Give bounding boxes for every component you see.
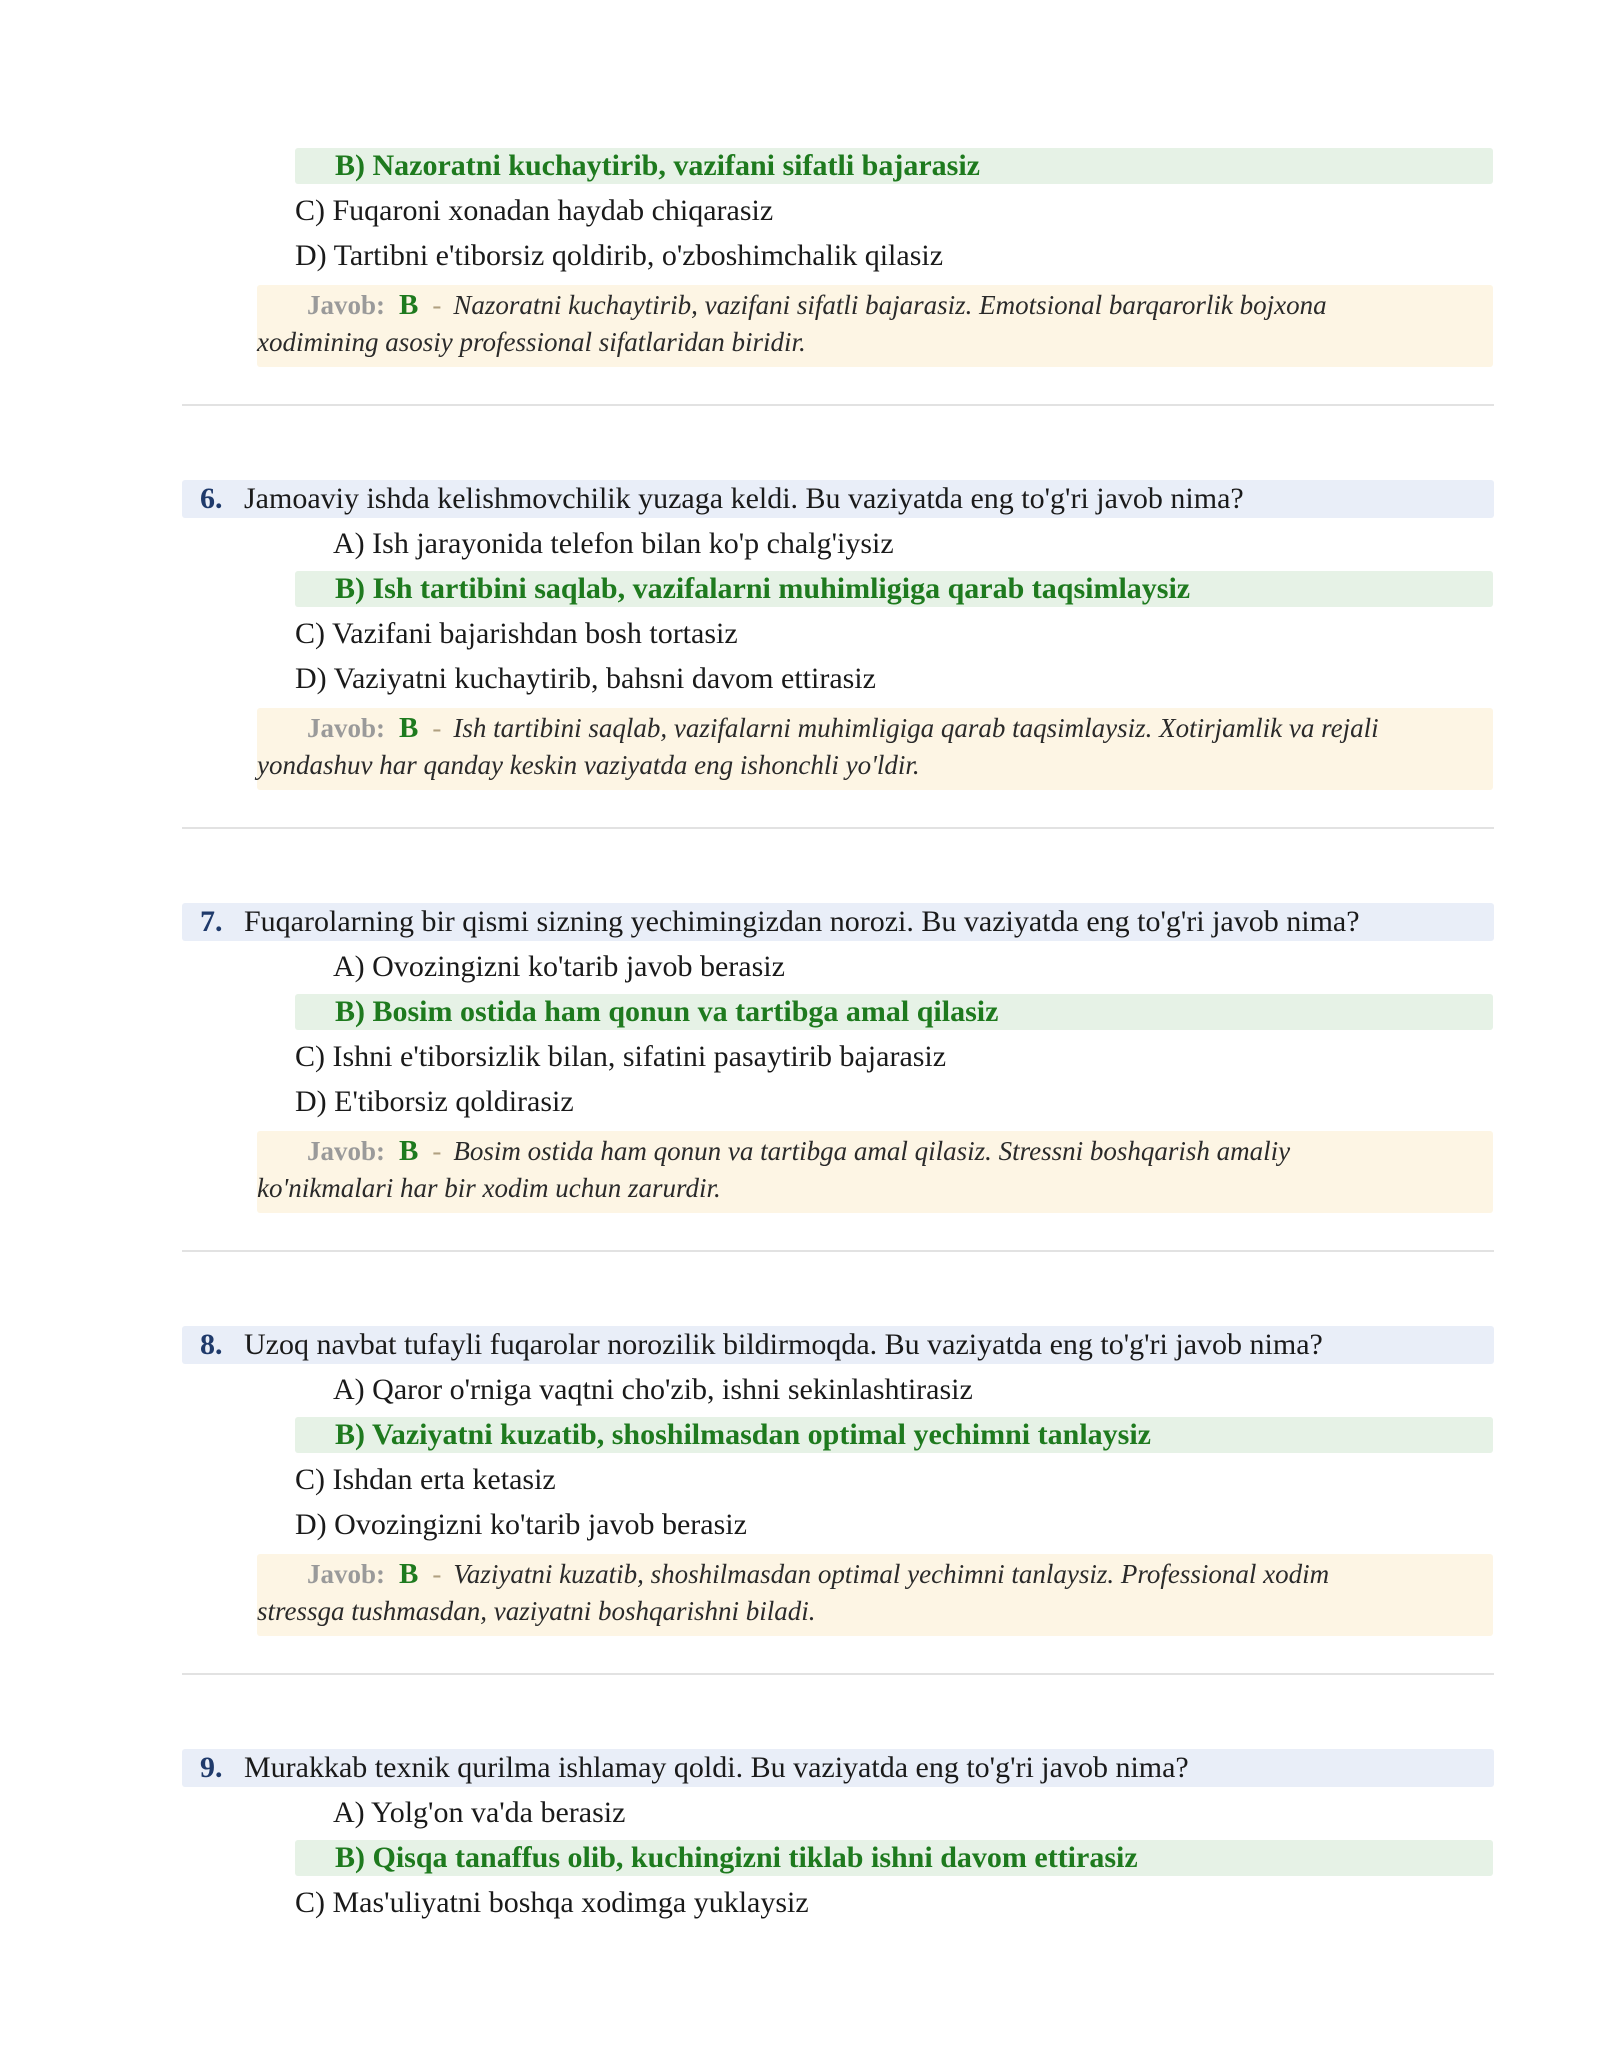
q6-option-a	[333, 526, 894, 562]
q8-option-d	[295, 1507, 747, 1543]
q8-question-row	[182, 1326, 1494, 1364]
q7-option-a-text: A) Ovozingizni ko'tarib javob berasiz	[333, 950, 785, 983]
q7-answer-explanation-1: Bosim ostida ham qonun va tartibga amal qilasiz. Stressni boshqarish amaliy	[453, 1136, 1291, 1166]
divider	[182, 1250, 1494, 1252]
q8-number: 8.	[200, 1328, 223, 1361]
q5-answer-box	[257, 285, 1493, 367]
q9-option-c	[295, 1885, 809, 1921]
q5-answer-explanation-1: Nazoratni kuchaytirib, vazifani sifatli bajarasiz. Emotsional barqarorlik bojxona	[453, 290, 1327, 320]
q6-answer-explanation-2: yondashuv har qanday keskin vaziyatda eng ishonchli yo'ldir.	[257, 750, 920, 780]
q5-answer-label: Javob:	[307, 290, 386, 320]
q8-answer-key: B	[399, 1558, 419, 1590]
q6-answer-explanation-1: Ish tartibini saqlab, vazifalarni muhimligiga qarab taqsimlaysiz. Xotirjamlik va rejali	[453, 713, 1379, 743]
q6-option-c-text: C) Vazifani bajarishdan bosh tortasiz	[295, 617, 738, 650]
q8-answer-explanation-1: Vaziyatni kuzatib, shoshilmasdan optimal yechimni tanlaysiz. Professional xodim	[453, 1559, 1330, 1589]
q5-answer-explanation-2: xodimining asosiy professional sifatlaridan biridir.	[257, 327, 806, 357]
q8-answer-dash: -	[432, 1559, 442, 1589]
q7-answer-box	[257, 1131, 1493, 1213]
q7-option-d-text: D) E'tiborsiz qoldirasiz	[295, 1085, 574, 1118]
divider	[182, 404, 1494, 406]
q9-option-a-text: A) Yolg'on va'da berasiz	[333, 1796, 626, 1829]
q8-option-c	[295, 1462, 556, 1498]
q7-option-a	[333, 949, 785, 985]
q6-option-b-correct	[295, 571, 1493, 607]
q8-option-d-text: D) Ovozingizni ko'tarib javob berasiz	[295, 1508, 747, 1541]
q9-question-text: Murakkab texnik qurilma ishlamay qoldi. Bu vaziyatda eng to'g'ri javob nima?	[244, 1751, 1189, 1784]
q7-question-row	[182, 903, 1494, 941]
q7-option-b-correct	[295, 994, 1493, 1030]
q5-option-d	[295, 238, 943, 274]
q6-answer-dash: -	[432, 713, 442, 743]
q6-option-a-text: A) Ish jarayonida telefon bilan ko'p chalg'iysiz	[333, 527, 894, 560]
q8-answer-label: Javob:	[307, 1559, 386, 1589]
q7-answer-dash: -	[432, 1136, 442, 1166]
q5-option-b-text: B) Nazoratni kuchaytirib, vazifani sifatli bajarasiz	[335, 149, 980, 182]
q7-option-c-text: C) Ishni e'tiborsizlik bilan, sifatini pasaytirib bajarasiz	[295, 1040, 947, 1073]
q7-answer-label: Javob:	[307, 1136, 386, 1166]
q8-option-b-text: B) Vaziyatni kuzatib, shoshilmasdan optimal yechimni tanlaysiz	[335, 1418, 1151, 1451]
q7-option-d	[295, 1084, 574, 1120]
q8-option-c-text: C) Ishdan erta ketasiz	[295, 1463, 556, 1496]
q5-option-c	[295, 193, 773, 229]
q6-question-row	[182, 480, 1494, 518]
q6-answer-box	[257, 708, 1493, 790]
q7-option-c	[295, 1039, 946, 1075]
divider	[182, 1673, 1494, 1675]
q6-answer-key: B	[399, 712, 419, 744]
q8-option-b-correct	[295, 1417, 1493, 1453]
q9-number: 9.	[200, 1751, 223, 1784]
q8-option-a-text: A) Qaror o'rniga vaqtni cho'zib, ishni sekinlashtirasiz	[333, 1373, 973, 1406]
q9-option-c-text: C) Mas'uliyatni boshqa xodimga yuklaysiz	[295, 1886, 809, 1919]
q6-option-c	[295, 616, 738, 652]
q5-answer-key: B	[399, 289, 419, 321]
q6-option-d	[295, 661, 876, 697]
q9-option-b-correct	[295, 1840, 1493, 1876]
q5-answer-dash: -	[432, 290, 442, 320]
q8-question-text: Uzoq navbat tufayli fuqarolar norozilik bildirmoqda. Bu vaziyatda eng to'g'ri javob nima?	[244, 1328, 1323, 1361]
q6-number: 6.	[200, 482, 223, 515]
q8-option-a	[333, 1372, 973, 1408]
q9-option-a	[333, 1795, 625, 1831]
q7-question-text: Fuqarolarning bir qismi sizning yechimingizdan norozi. Bu vaziyatda eng to'g'ri javob nima?	[244, 905, 1360, 938]
q6-question-text: Jamoaviy ishda kelishmovchilik yuzaga keldi. Bu vaziyatda eng to'g'ri javob nima?	[244, 482, 1244, 515]
q6-option-d-text: D) Vaziyatni kuchaytirib, bahsni davom ettirasiz	[295, 662, 876, 695]
q8-answer-explanation-2: stressga tushmasdan, vaziyatni boshqarishni biladi.	[257, 1596, 816, 1626]
q7-answer-key: B	[399, 1135, 419, 1167]
q8-answer-box	[257, 1554, 1493, 1636]
q5-option-d-text: D) Tartibni e'tiborsiz qoldirib, o'zboshimchalik qilasiz	[295, 239, 944, 272]
q6-option-b-text: B) Ish tartibini saqlab, vazifalarni muhimligiga qarab taqsimlaysiz	[335, 572, 1191, 605]
q7-option-b-text: B) Bosim ostida ham qonun va tartibga amal qilasiz	[335, 995, 999, 1028]
q9-option-b-text: B) Qisqa tanaffus olib, kuchingizni tiklab ishni davom ettirasiz	[335, 1841, 1138, 1874]
q9-question-row	[182, 1749, 1494, 1787]
divider	[182, 827, 1494, 829]
q7-answer-explanation-2: ko'nikmalari har bir xodim uchun zarurdir.	[257, 1173, 721, 1203]
q6-answer-label: Javob:	[307, 713, 386, 743]
q5-option-c-text: C) Fuqaroni xonadan haydab chiqarasiz	[295, 194, 774, 227]
q7-number: 7.	[200, 905, 223, 938]
q5-option-b-correct	[295, 148, 1493, 184]
